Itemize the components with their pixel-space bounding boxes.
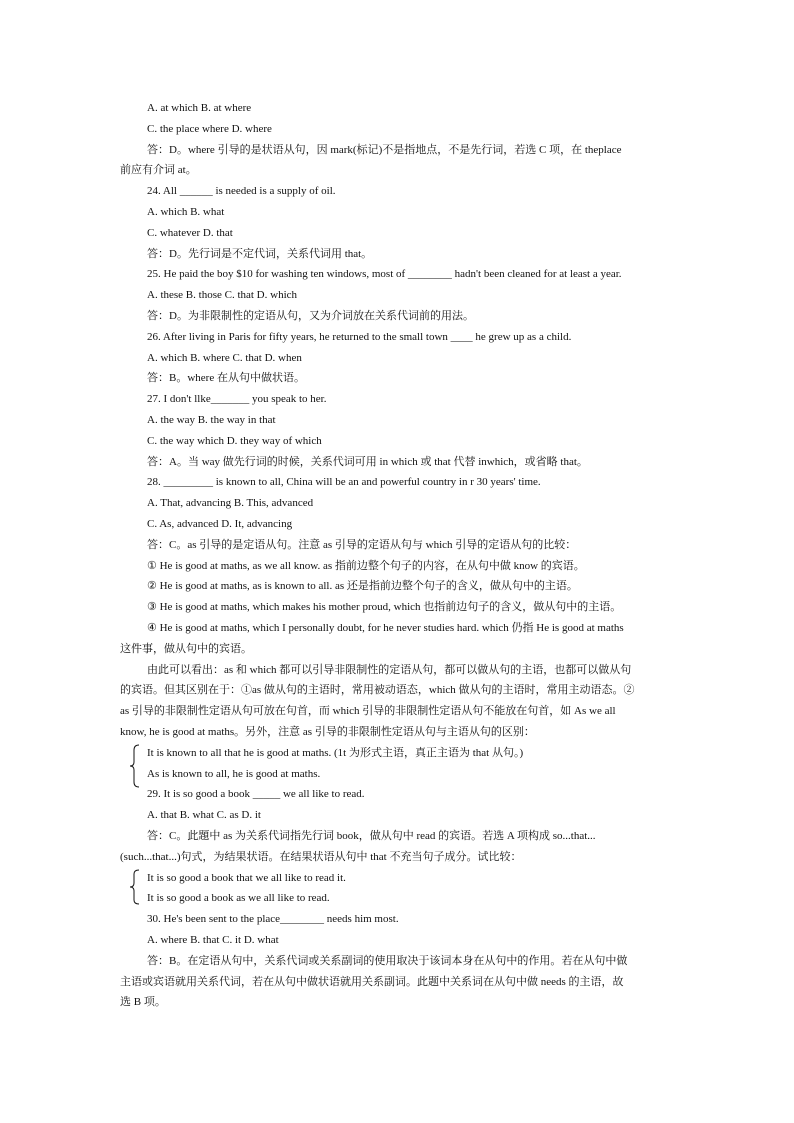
option-line: C. As, advanced D. It, advancing [147,518,293,530]
option-line: C. the place where D. where [147,123,272,135]
explanation-paragraph: know, he is good at maths。另外，注意 as 引导的非限制性定语从句与主语从句的区别： [120,726,535,738]
explanation-paragraph: 由此可以看出：as 和 which 都可以引导非限制性的定语从句，都可以做从句的主语，也都可以做从句 [147,664,632,676]
option-line: A. That, advancing B. This, advanced [147,497,314,509]
answer-explanation: 答：C。此題中 as 为关系代词指先行词 book，做从句中 read 的宾语。若选 A 项构成 so...that... [147,830,596,842]
option-line: A. these B. those C. that D. which [147,289,298,301]
option-line: A. which B. what [147,206,225,218]
answer-explanation-cont: 选 B 项。 [120,996,166,1008]
answer-explanation: 答：B。在定语从句中，关系代词或关系副词的使用取决于该词本身在从句中的作用。若在从句中做 [147,955,628,967]
question-26: 26. After living in Paris for fifty years, he returned to the small town ____ he grew up as a child. [147,331,572,343]
question-24: 24. All ______ is needed is a supply of oil. [147,185,336,197]
example-sentence: ④ He is good at maths, which I personally doubt, for he never studies hard. which 仍指 He is good at maths [147,622,624,634]
answer-explanation: 答：C。as 引导的是定语从句。注意 as 引导的定语从句与 which 引导的定语从句的比较： [147,539,577,551]
example-sentence: ③ He is good at maths, which makes his mother proud, which 也指前边句子的含义，做从句中的主语。 [147,601,622,613]
answer-explanation: 答：D。where 引导的是状语从句，因 mark(标记)不是指地点，不是先行词，若选 C 项，在 theplace [147,144,622,156]
option-line: C. the way which D. they way of which [147,435,322,447]
comparison-sentence: As is known to all, he is good at maths. [147,768,321,780]
answer-explanation: 答：D。为非限制性的定语从句，又为介词放在关系代词前的用法。 [147,310,474,322]
explanation-paragraph: 的宾语。但其区别在于：①as 做从句的主语时，常用被动语态，which 做从句的主语时，常用主动语态。② [120,684,635,696]
question-28: 28. _________ is known to all, China will be an and powerful country in r 30 years' time. [147,476,541,488]
brace-bracket [130,744,140,788]
question-30: 30. He's been sent to the place________ needs him most. [147,913,399,925]
answer-explanation-cont: (such...that...)句式，为结果状语。在结果状语从句中 that 不充当句子成分。试比较： [120,851,522,863]
example-sentence: ② He is good at maths, as is known to all. as 还是指前边整个句子的含义，做从句中的主语。 [147,580,578,592]
example-sentence: ① He is good at maths, as we all know. as 指前边整个句子的内容，在从句中做 know 的宾语。 [147,560,585,572]
option-line: A. the way B. the way in that [147,414,276,426]
option-line: A. which B. where C. that D. when [147,352,302,364]
answer-explanation: 答：D。先行词是不定代词，关系代词用 that。 [147,248,373,260]
comparison-sentence: It is so good a book as we all like to read. [147,892,330,904]
option-line: A. where B. that C. it D. what [147,934,279,946]
question-27: 27. I don't llke_______ you speak to her. [147,393,327,405]
brace-bracket [130,869,140,905]
question-29: 29. It is so good a book _____ we all like to read. [147,788,365,800]
example-sentence-cont: 这件事，做从句中的宾语。 [120,643,252,655]
answer-explanation: 答：A。当 way 做先行词的时候，关系代词可用 in which 或 that 代替 inwhich，或省略 that。 [147,456,588,468]
explanation-paragraph: as 引导的非限制性定语从句可放在句首，而 which 引导的非限制性定语从句不能放在句首，如 As we all [120,705,616,717]
option-line: A. that B. what C. as D. it [147,809,261,821]
answer-explanation: 答：B。where 在从句中做状语。 [147,372,305,384]
answer-explanation-cont: 前应有介词 at。 [120,164,197,176]
answer-explanation-cont: 主语或宾语就用关系代词，若在从句中做状语就用关系副词。此题中关系词在从句中做 needs 的主语，故 [120,976,624,988]
option-line: A. at which B. at where [147,102,252,114]
option-line: C. whatever D. that [147,227,233,239]
question-25: 25. He paid the boy $10 for washing ten windows, most of ________ hadn't been cleaned for at least a year. [147,268,622,280]
comparison-sentence: It is known to all that he is good at maths. (1t 为形式主语，真正主语为 that 从句。) [147,747,524,759]
comparison-sentence: It is so good a book that we all like to read it. [147,872,346,884]
